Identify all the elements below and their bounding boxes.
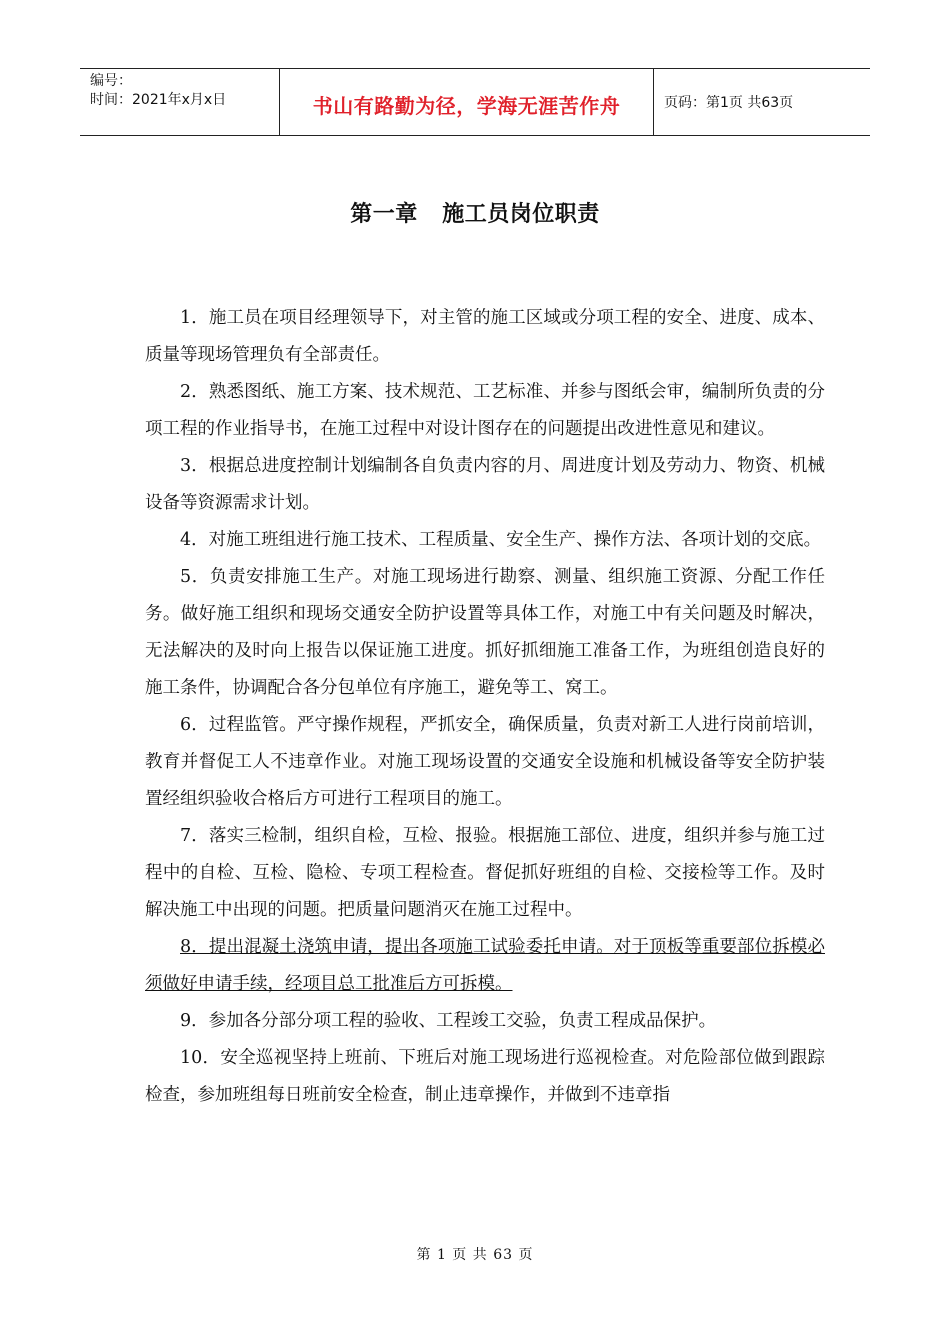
document-date: 时间：2021年x月x日 <box>90 92 227 108</box>
paragraph-6: 6．过程监管。严守操作规程，严抓安全，确保质量，负责对新工人进行岗前培训，教育并督促工人不违章作业。对施工现场设置的交通安全设施和机械设备等安全防护装置经组织验收合格后方可进行工程项目的施工。 <box>145 715 825 809</box>
paragraph-9: 9．参加各分部分项工程的验收、工程竣工交验，负责工程成品保护。 <box>180 1011 717 1031</box>
page-header <box>80 68 870 136</box>
document-body <box>145 300 825 1114</box>
header-meta <box>80 69 280 135</box>
paragraph-5: 5．负责安排施工生产。对施工现场进行勘察、测量、组织施工资源、分配工作任务。做好施工组织和现场交通安全防护设置等具体工作，对施工中有关问题及时解决，无法解决的及时向上报告以保证施工进度。抓好抓细施工准备工作，为班组创造良好的施工条件，协调配合各分包单位有序施工，避免等工、窝工。 <box>145 567 825 698</box>
paragraph-8: 8．提出混凝土浇筑申请，提出各项施工试验委托申请。对于顶板等重要部位拆模必须做好申请手续，经项目总工批准后方可拆模。 <box>145 937 825 994</box>
page-footer: 第 1 页 共 63 页 <box>416 1247 534 1263</box>
paragraph-1: 1．施工员在项目经理领导下，对主管的施工区域或分项工程的安全、进度、成本、质量等现场管理负有全部责任。 <box>145 308 825 365</box>
header-motto-cell <box>280 69 654 135</box>
header-motto: 书山有路勤为径，学海无涯苦作舟 <box>312 93 621 118</box>
paragraph-7: 7．落实三检制，组织自检，互检、报验。根据施工部位、进度，组织并参与施工过程中的自检、互检、隐检、专项工程检查。督促抓好班组的自检、交接检等工作。及时解决施工中出现的问题。把质量问题消灭在施工过程中。 <box>145 826 825 920</box>
paragraph-2: 2．熟悉图纸、施工方案、技术规范、工艺标准、并参与图纸会审，编制所负责的分项工程的作业指导书，在施工过程中对设计图存在的问题提出改进性意见和建议。 <box>145 382 825 439</box>
paragraph-3: 3．根据总进度控制计划编制各自负责内容的月、周进度计划及劳动力、物资、机械设备等资源需求计划。 <box>145 456 825 513</box>
header-page-info <box>654 69 870 135</box>
document-number-label: 编号： <box>90 73 132 89</box>
paragraph-4: 4．对施工班组进行施工技术、工程质量、安全生产、操作方法、各项计划的交底。 <box>180 530 822 550</box>
page-info: 页码：第1页 共63页 <box>664 95 794 111</box>
chapter-title: 第一章 施工员岗位职责 <box>350 202 600 227</box>
paragraph-10: 10．安全巡视坚持上班前、下班后对施工现场进行巡视检查。对危险部位做到跟踪检查，参加班组每日班前安全检查，制止违章操作，并做到不违章指 <box>145 1048 825 1105</box>
